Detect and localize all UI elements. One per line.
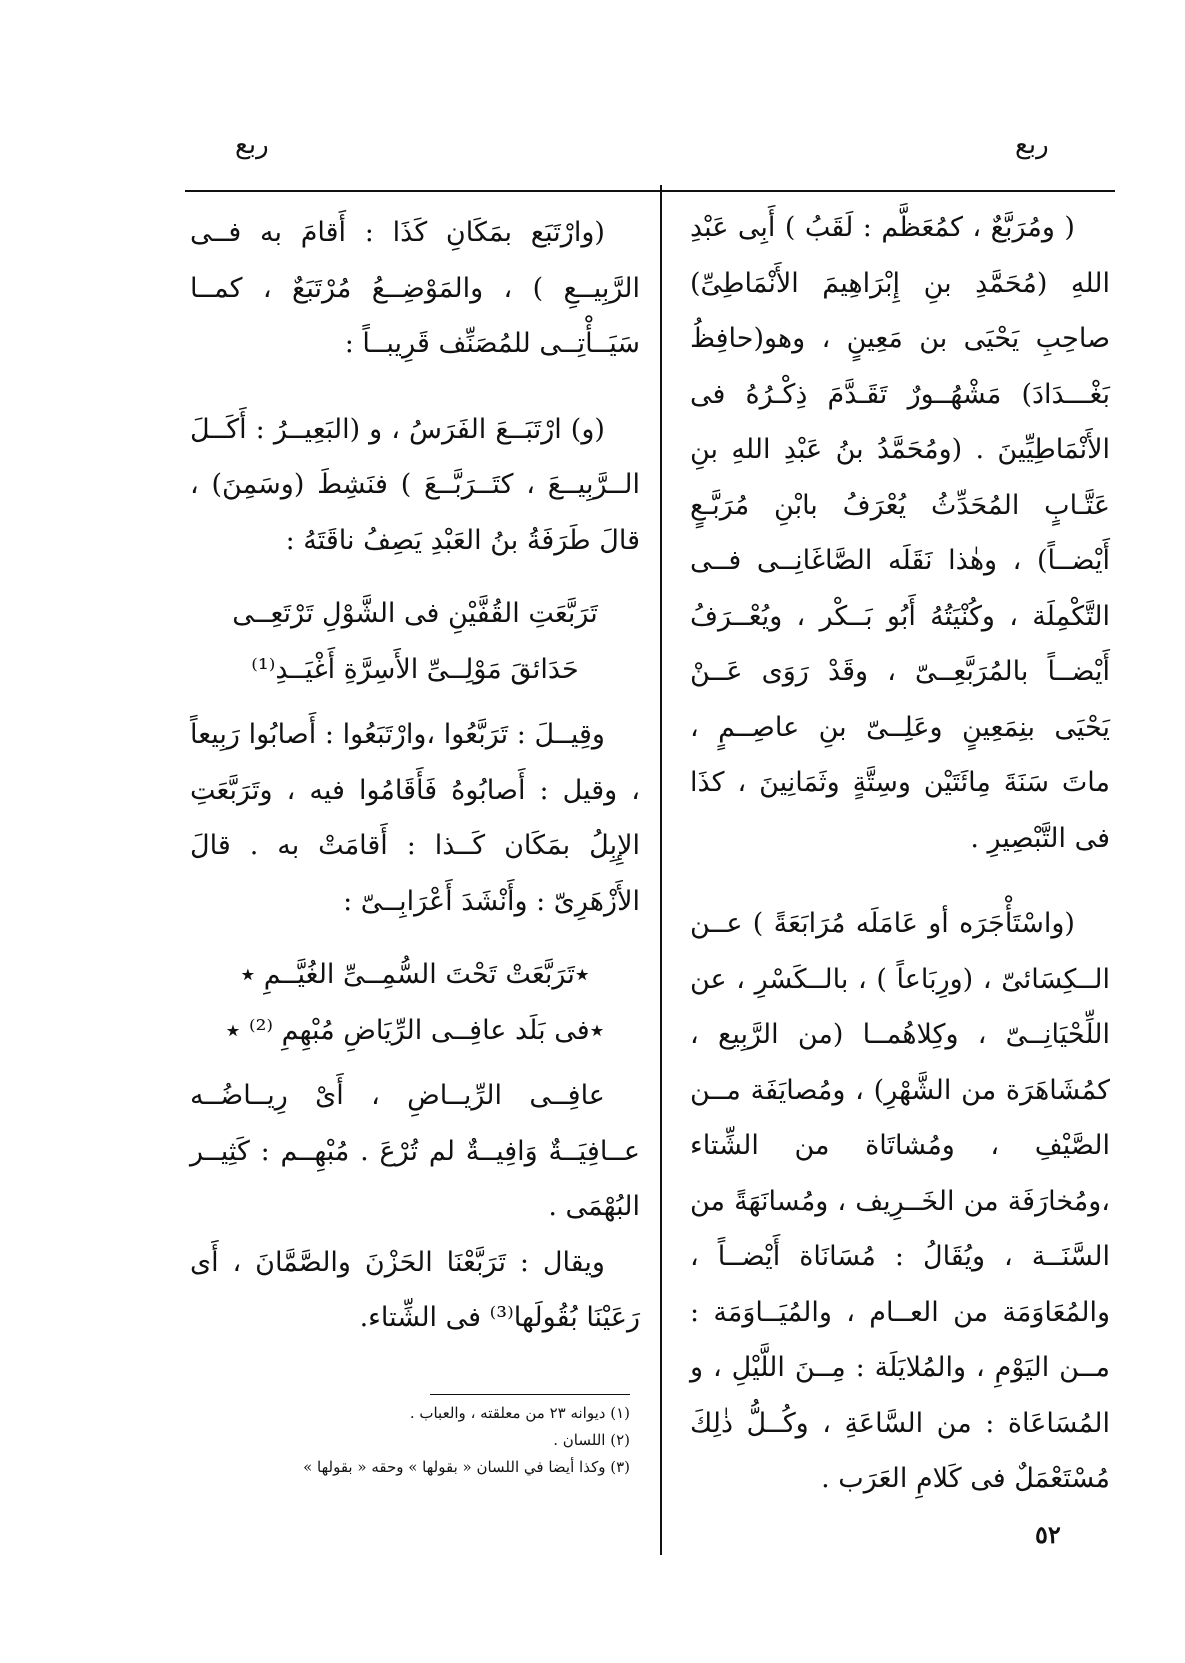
verse-hemistich: ٭تَرَبَّعَتْ تَحْتَ السُّمِــىِّ الغُيَّــمِ ٭ (240, 959, 590, 990)
footnote-rule (430, 1394, 630, 1395)
right-column (690, 200, 1110, 1507)
verse-hemistich: تَرَبَّعَتِ القُفَّيْنِ فى الشَّوْلِ تَرْتَعِــى (232, 598, 598, 629)
poem-verse (190, 586, 640, 697)
running-header-right: ربع (1015, 130, 1049, 160)
running-header-left: ربع (235, 130, 269, 160)
header-rule (185, 190, 1115, 192)
footnotes (190, 1400, 630, 1481)
entry-paragraph: (و) ارْتَبَــعَ الفَرَسُ ، و (البَعِيــرُ : أَكَــلَ الــرَّبِيــعَ ، كتَــرَبَّــعَ ) فنَشِطَ (وسَمِنَ) ، قالَ طَرَفَةُ بنُ العَبْدِ يَصِفُ ناقَتَهُ : (190, 413, 640, 556)
footnote: (١) ديوانه ٢٣ من معلقته ، والعباب . (409, 1404, 630, 1422)
page-number: ٥٢ (1035, 1520, 1061, 1549)
verse-hemistich: حَدَائقَ مَوْلِــىِّ الأَسِرَّةِ أَغْيَــدِ⁽¹⁾ (251, 653, 579, 685)
entry-paragraph: ( ومُرَبَّعٌ ، كمُعَظَّم : لَقَبُ ) أَبِى عَبْدِ اللهِ (مُحَمَّدِ بنِ إِبْرَاهِيمَ الأَنْمَاطِىِّ) صاحِبِ يَحْيَى بن مَعِينٍ ، وهو(حافِظُ بَغْـــدَادَ) مَشْهُــورٌ تَقَـدَّمَ ذِكْـرُهُ فى الأَنْمَاطِيِّينَ . (ومُحَمَّدُ بنُ عَبْدِ اللهِ بنِ عَتَّـابٍ المُحَدِّثُ يُعْرَفُ بابْنِ مُرَبَّـعٍ أَيْضــاً) ، وهٰذا نَقَلَه الصَّاغَانِــى فــى التَّكْمِلَة ، وكُنْيَتُهُ أَبُو بَــكْر ، ويُعْــرَفُ أَيْضــاً بالمُرَبَّعِــىّ ، وقَدْ رَوَى عَــنْ يَحْيَى بنِمَعِينٍ وعَلِــىّ بنِ عاصِــمٍ ، ماتَ سَنَةَ مِائَتَيْن وسِتَّةٍ وثَمَانِينَ ، كذَا فى التَّبْصِيرِ . (690, 212, 1110, 854)
poem-verse (190, 947, 640, 1058)
entry-paragraph: ويقال : تَرَبَّعْنَا الحَزْنَ والصَّمَّانَ ، أَى رَعَيْنَا بُقُولَها⁽³⁾ فى الشِّتاء. (190, 1246, 640, 1333)
left-column (190, 205, 640, 1346)
entry-paragraph: عافِــى الرِّيــاضِ ، أَىْ رِيــاضُــه عــافِيَــةٌ وَافِيــةٌ لم تُرْعَ . مُبْهِــم : كَثِيــر البُهْمَى . (190, 1080, 640, 1222)
footnote: (٢) اللسان . (553, 1431, 630, 1449)
entry-paragraph: (وارْتَبَع بمَكَانِ كَذَا : أَقامَ به فــى الرَّبِيــعِ ) ، والمَوْضِــعُ مُرْتَبَعٌ ، كمــا سَيَــأْتِــى للمُصَنِّف قَرِيبــاً : (190, 217, 640, 359)
verse-hemistich: ٭فى بَلَد عافِــى الرِّيَاضِ مُبْهِمِ ⁽²⁾ ٭ (225, 1014, 605, 1046)
entry-paragraph: (واسْتَأْجَرَه أو عَامَلَه مُرَابَعَةً ) عــن الــكِسَائىّ ، (ورِبَاعاً ) ، بالــكَسْرِ ، عن اللِّحْيَانِــىّ ، وكِلاهُمــا (من الرَّبِيع ، كمُشَاهَرَة من الشَّهْرِ) ، ومُصايَفَة مــن الصَّيْفِ ، ومُشاتَاة من الشِّتاء ،ومُخارَفَة من الخَــرِيف ، ومُسانَهَةً من السَّنَــة ، ويُقَالُ : مُسَانَاة أَيْضــاً ، والمُعَاوَمَة من العــام ، والمُيَــاوَمَة : مــن اليَوْمِ ، والمُلايَلَة : مِــنَ اللَّيْلِ ، و المُسَاعَاة : من السَّاعَةِ ، وكُــلُّ ذٰلِكَ مُسْتَعْمَلٌ فى كَلامِ العَرَب . (690, 908, 1110, 1494)
entry-paragraph: وقِيــلَ : تَرَبَّعُوا ،وارْتَبَعُوا : أَصابُوا رَبِيعاً ، وقيل : أَصابُوهُ فَأَقَامُوا فيه ، وتَرَبَّعَتِ الإِبِلُ بمَكَان كَــذا : أَقامَتْ به . قالَ الأَزْهَرِىّ : وأَنْشَدَ أَعْرَابِــىّ : (190, 719, 640, 917)
footnote: (٣) وكذا أيضا في اللسان « بقولها » وحقه « بقولها » (303, 1458, 630, 1476)
column-divider (660, 185, 662, 1555)
